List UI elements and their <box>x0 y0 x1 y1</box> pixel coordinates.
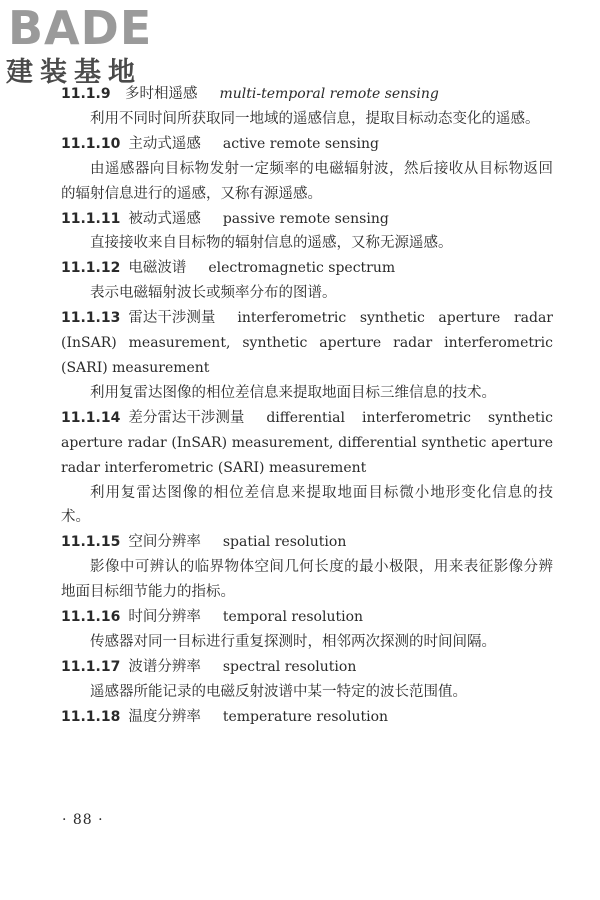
term-definition: 影像中可辨认的临界物体空间几何长度的最小极限，用来表征影像分辨地面目标细节能力的指标。 <box>61 559 553 601</box>
term-definition: 直接接收来自目标物的辐射信息的遥感，又称无源遥感。 <box>90 235 453 252</box>
term-chinese: 多时相遥感 <box>125 86 198 102</box>
logo-wordmark: BADE <box>8 1 153 55</box>
term-english: differential interferometric synthetic aperture radar (InSAR) measurement, differential synthetic aperture radar interferometric (SARI) measurement <box>61 409 553 476</box>
term-chinese: 时间分辨率 <box>128 609 201 626</box>
term-english: spatial resolution <box>222 534 347 551</box>
term-number: 11.1.17 <box>61 658 121 675</box>
term-number: 11.1.18 <box>61 708 121 725</box>
term-chinese: 电磁波谱 <box>128 260 187 277</box>
term-definition: 利用复雷达图像的相位差信息来提取地面目标三维信息的技术。 <box>90 384 496 401</box>
term-english: passive remote sensing <box>222 210 389 227</box>
term-entry <box>61 705 553 730</box>
term-english: active remote sensing <box>222 135 379 152</box>
term-chinese: 被动式遥感 <box>128 210 201 227</box>
term-definition: 由遥感器向目标物发射一定频率的电磁辐射波，然后接收从目标物返回的辐射信息进行的遥感，又称有源遥感。 <box>61 160 553 202</box>
term-number: 11.1.13 <box>61 310 121 327</box>
term-english: electromagnetic spectrum <box>208 260 396 277</box>
glossary-page <box>61 82 553 730</box>
term-definition: 遥感器所能记录的电磁反射波谱中某一特定的波长范围值。 <box>90 683 467 700</box>
term-chinese: 空间分辨率 <box>128 534 201 551</box>
term-chinese: 差分雷达干涉测量 <box>128 409 245 426</box>
term-number: 11.1.10 <box>61 135 121 152</box>
logo-chinese-subtitle: 建装基地 <box>6 57 142 88</box>
term-definition: 表示电磁辐射波长或频率分布的图谱。 <box>90 285 337 302</box>
term-definition: 传感器对同一目标进行重复探测时，相邻两次探测的时间间隔。 <box>90 633 496 650</box>
term-chinese: 温度分辨率 <box>128 708 201 725</box>
term-number: 11.1.14 <box>61 409 121 426</box>
term-entry <box>61 530 553 605</box>
term-number: 11.1.15 <box>61 534 121 551</box>
term-english: interferometric synthetic aperture radar (InSAR) measurement, synthetic aperture radar interferometric (SARI) measurement <box>61 310 553 376</box>
term-number: 11.1.9 <box>61 86 111 102</box>
term-entry <box>61 306 553 406</box>
term-chinese: 主动式遥感 <box>128 135 201 152</box>
term-english: spectral resolution <box>222 658 357 675</box>
term-entry <box>61 406 553 531</box>
term-definition: 利用复雷达图像的相位差信息来提取地面目标微小地形变化信息的技术。 <box>61 484 553 526</box>
term-english: temperature resolution <box>222 708 389 725</box>
page-number: · 88 · <box>62 812 104 828</box>
term-entry <box>61 655 553 705</box>
term-entry <box>61 82 553 132</box>
term-chinese: 雷达干涉测量 <box>128 310 216 327</box>
term-entry <box>61 132 553 207</box>
term-english: multi-temporal remote sensing <box>219 86 439 102</box>
term-entry <box>61 605 553 655</box>
term-number: 11.1.12 <box>61 260 121 277</box>
term-definition: 利用不同时间所获取同一地域的遥感信息，提取目标动态变化的遥感。 <box>90 110 540 127</box>
term-number: 11.1.11 <box>61 210 121 227</box>
bade-logo <box>6 2 176 92</box>
term-english: temporal resolution <box>222 609 364 626</box>
term-entry <box>61 207 553 257</box>
term-number: 11.1.16 <box>61 609 121 626</box>
term-entry <box>61 256 553 306</box>
term-chinese: 波谱分辨率 <box>128 658 201 675</box>
